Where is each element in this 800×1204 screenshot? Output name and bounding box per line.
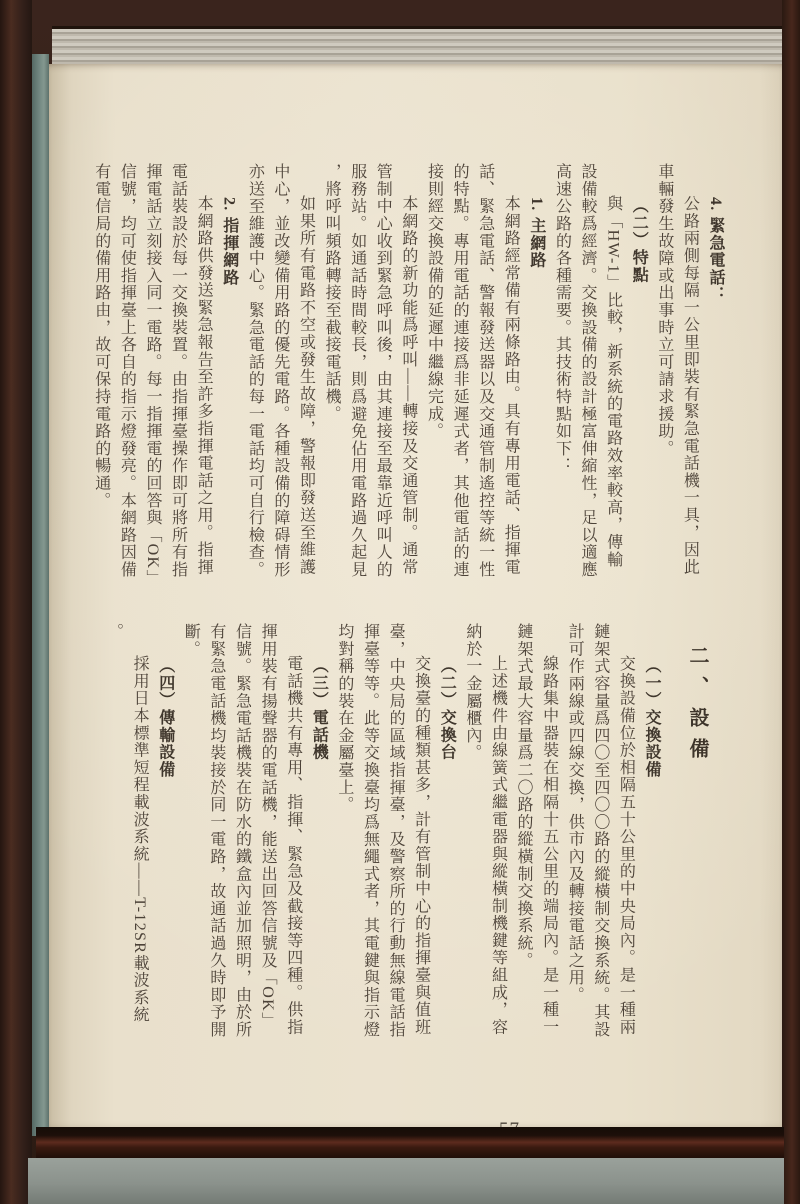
text-column: 高速公路的各種需要。其技術特點如下： — [553, 163, 571, 475]
text-column: 揮用裝有揚聲器的電話機，能送出回答信號及「OK」 — [259, 623, 277, 1030]
text-column: 有緊急電話機均裝接於同一電路，故通話過久時即予開 — [207, 623, 225, 1039]
text-column: ，將呼叫頻路轉接至截接電話機。 — [323, 163, 341, 423]
text-column: 採用日本標準短程載波系統——T-12SR載波系統 — [131, 655, 149, 1024]
text-column: 鏈架式最大容量爲二〇路的縱橫制交換系統。 — [515, 623, 533, 969]
text-column: 公路兩側每隔一公里即裝有緊急電話機一具，因此 — [681, 195, 699, 576]
book-page — [49, 64, 782, 1130]
text-column: 交換臺的種類甚多，計有管制中心的指揮臺與值班 — [412, 655, 430, 1036]
section-heading: 1. 主網路 — [527, 196, 545, 269]
text-column: 信號。緊急電話機裝在防水的鐵盒內並加照明，由於所 — [233, 623, 251, 1039]
text-column: 與「HW-1」比較，新系統的電路效率較高，傳輸 — [604, 195, 622, 569]
text-column: 均對稱的裝在金屬臺上。 — [335, 623, 353, 814]
text-column: 本網路的新功能爲呼叫——轉接及交通管制。通常 — [399, 195, 417, 576]
text-column: 信號，均可使指揮臺上各自的指示燈發亮。本網路因備 — [118, 163, 136, 579]
text-column: 交換設備位於相隔五十公里的中央局內。是一種兩 — [617, 655, 635, 1036]
book-cover-right-edge — [782, 0, 800, 1204]
section-4-emergency-telephone — [88, 163, 728, 587]
text-column: 亦送至維護中心。緊急電話的每一電話均可自行檢查。 — [246, 163, 264, 579]
section-2-equipment — [101, 623, 728, 1047]
section-heading: 4. 緊急電話： — [707, 196, 724, 303]
text-column: 的特點。專用電話的連接爲非延遲式者，其他電話的連 — [451, 163, 469, 579]
text-column: 鏈架式容量爲四〇至四〇〇路的縱橫制交換系統。其設 — [591, 623, 609, 1039]
text-column: 接則經交換設備的延遲中繼線完成。 — [425, 163, 443, 440]
text-column: 管制中心收到緊急呼叫後，由其連接至最靠近呼叫人的 — [374, 163, 392, 579]
section-heading: （四）傳輸設備 — [156, 656, 174, 778]
text-column: 揮臺等等。此等交換臺均爲無繩式者，其電鍵與指示燈 — [361, 623, 379, 1039]
text-column: 如果所有電路不空或發生故障，警報即發送至維護 — [297, 195, 315, 576]
text-column: 斷。 — [182, 623, 200, 658]
text-column: 計可作兩線或四線交換，供市內及轉接電話之用。 — [566, 623, 584, 1004]
text-column: 有電信局的備用路由，故可保持電路的暢通。 — [92, 163, 110, 509]
book-cover-bottom-edge — [36, 1127, 784, 1161]
text-column: 車輛發生故障或出事時立可請求援助。 — [655, 163, 673, 458]
page-stack-top-edge — [52, 26, 782, 69]
section-heading: 2. 指揮網路 — [220, 196, 238, 286]
text-column: 揮電話立刻接入同一電路。每一指揮電的回答與「OK」 — [143, 163, 161, 587]
text-column: 臺，中央局的區域指揮臺，及警察所的行動無線電話指 — [387, 623, 405, 1039]
text-column: 本網路經常備有兩條路由。具有專用電話、指揮電 — [502, 195, 520, 576]
text-column: 服務站。如通話時間較長，則爲避免佔用電路過久起見 — [348, 163, 366, 579]
text-column: 電話機共有專用、指揮、緊急及截接等四種。供指 — [284, 655, 302, 1036]
text-column: 納於一金屬櫃內。 — [463, 623, 481, 762]
section-heading: （二）交換台 — [438, 656, 456, 761]
text-column: 電話裝設於每一交換裝置。由指揮臺操作即可將所有指 — [169, 163, 187, 579]
book-spine-edge — [0, 0, 32, 1204]
section-title: 二、設備 — [686, 645, 708, 769]
text-column: 本網路供發送緊急報告至許多指揮電話之用。指揮 — [195, 195, 213, 576]
text-column: 上述機件由線簧式繼電器與縱橫制機鍵等組成，容 — [489, 655, 507, 1036]
section-heading: （二）特點 — [630, 196, 648, 284]
text-column: 中心，並改變備用路的優先電路。各種設備的障碍情形 — [271, 163, 289, 579]
section-heading: （一）交換設備 — [643, 656, 660, 778]
section-heading: （三）電話機 — [310, 656, 328, 761]
page-stack-bottom-edge — [28, 1158, 784, 1204]
text-column: 線路集中器裝在相隔十五公里的端局內。是一種一 — [540, 655, 558, 1036]
text-column: 設備較爲經濟。交換設備的設計極富伸縮性，足以適應 — [579, 163, 597, 579]
text-column: 。 — [105, 623, 123, 641]
cover-lining-strip — [32, 54, 49, 1136]
text-column: 話、緊急電話、警報發送器以及交通管制遙控等統一性 — [476, 163, 494, 579]
